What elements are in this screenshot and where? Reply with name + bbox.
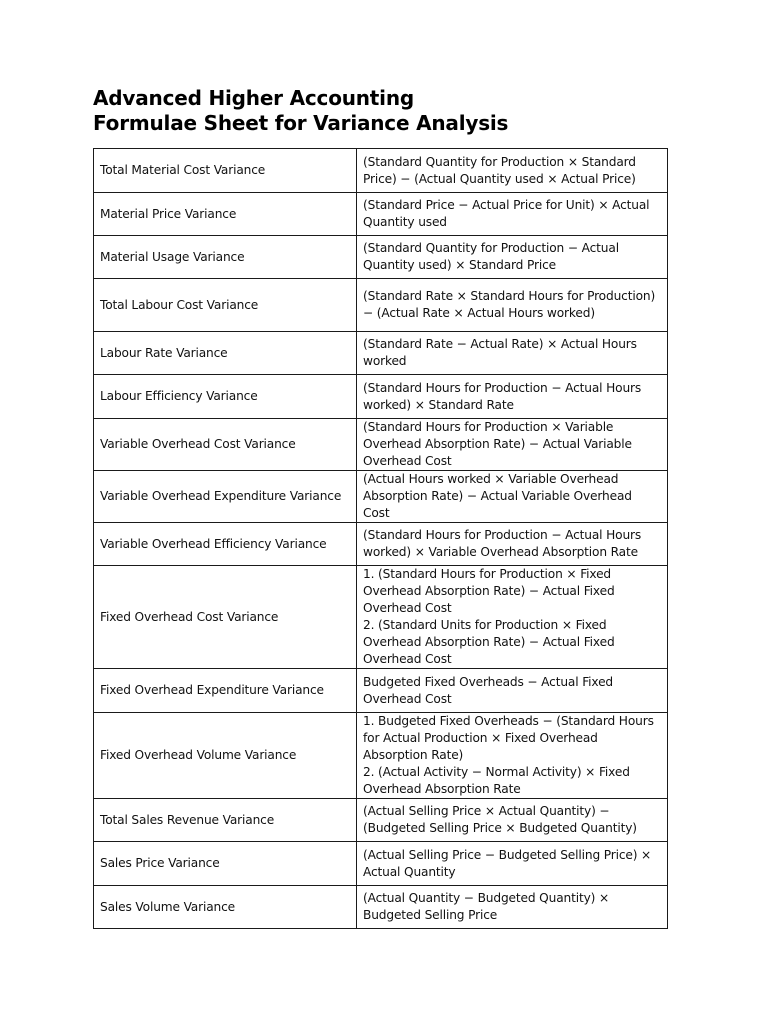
table-row bbox=[94, 471, 668, 523]
formula-cell: (Actual Quantity − Budgeted Quantity) × Budgeted Selling Price bbox=[357, 886, 668, 929]
variance-name-cell: Fixed Overhead Volume Variance bbox=[94, 713, 357, 799]
table-row bbox=[94, 523, 668, 566]
table-row bbox=[94, 842, 668, 886]
formula-cell: (Actual Selling Price − Budgeted Selling Price) × Actual Quantity bbox=[357, 842, 668, 886]
formula-cell: (Standard Hours for Production × Variable Overhead Absorption Rate) − Actual Variable Overhead Cost bbox=[357, 419, 668, 471]
variance-name-cell: Variable Overhead Efficiency Variance bbox=[94, 523, 357, 566]
variance-name-cell: Total Material Cost Variance bbox=[94, 149, 357, 193]
formula-cell: (Actual Hours worked × Variable Overhead Absorption Rate) − Actual Variable Overhead Cost bbox=[357, 471, 668, 523]
variance-name-cell: Variable Overhead Cost Variance bbox=[94, 419, 357, 471]
formula-cell: (Standard Hours for Production − Actual Hours worked) × Standard Rate bbox=[357, 375, 668, 419]
table-row bbox=[94, 419, 668, 471]
variance-name-cell: Fixed Overhead Cost Variance bbox=[94, 566, 357, 669]
variance-name-cell: Material Price Variance bbox=[94, 193, 357, 236]
table-row bbox=[94, 886, 668, 929]
formula-cell: (Standard Quantity for Production − Actual Quantity used) × Standard Price bbox=[357, 236, 668, 279]
table-row bbox=[94, 713, 668, 799]
table-row bbox=[94, 566, 668, 669]
table-row bbox=[94, 193, 668, 236]
formula-cell: (Standard Hours for Production − Actual Hours worked) × Variable Overhead Absorption Rate bbox=[357, 523, 668, 566]
table-row bbox=[94, 149, 668, 193]
variance-name-cell: Total Sales Revenue Variance bbox=[94, 799, 357, 842]
variance-name-cell: Material Usage Variance bbox=[94, 236, 357, 279]
variance-name-cell: Labour Rate Variance bbox=[94, 332, 357, 375]
formula-cell: Budgeted Fixed Overheads − Actual Fixed Overhead Cost bbox=[357, 669, 668, 713]
table-row bbox=[94, 375, 668, 419]
variance-name-cell: Labour Efficiency Variance bbox=[94, 375, 357, 419]
variance-name-cell: Fixed Overhead Expenditure Variance bbox=[94, 669, 357, 713]
formula-cell: 1. Budgeted Fixed Overheads − (Standard Hours for Actual Production × Fixed Overhead Absorption Rate) 2. (Actual Activity − Normal Activity) × Fixed Overhead Absorption Rate bbox=[357, 713, 668, 799]
table-row bbox=[94, 236, 668, 279]
variance-name-cell: Sales Volume Variance bbox=[94, 886, 357, 929]
title-line-2: Formulae Sheet for Variance Analysis bbox=[93, 111, 509, 135]
table-row bbox=[94, 669, 668, 713]
table-row bbox=[94, 332, 668, 375]
formula-cell: (Actual Selling Price × Actual Quantity) − (Budgeted Selling Price × Budgeted Quantity) bbox=[357, 799, 668, 842]
variance-formula-table bbox=[93, 148, 668, 929]
formula-cell: (Standard Rate × Standard Hours for Production) − (Actual Rate × Actual Hours worked) bbox=[357, 279, 668, 332]
variance-name-cell: Variable Overhead Expenditure Variance bbox=[94, 471, 357, 523]
title-line-1: Advanced Higher Accounting bbox=[93, 86, 414, 110]
table-row bbox=[94, 279, 668, 332]
variance-name-cell: Total Labour Cost Variance bbox=[94, 279, 357, 332]
formula-cell: (Standard Rate − Actual Rate) × Actual Hours worked bbox=[357, 332, 668, 375]
formula-cell: 1. (Standard Hours for Production × Fixed Overhead Absorption Rate) − Actual Fixed Overhead Cost 2. (Standard Units for Production × Fixed Overhead Absorption Rate) − Actual Fixed Overhead Cost bbox=[357, 566, 668, 669]
formula-cell: (Standard Price − Actual Price for Unit) × Actual Quantity used bbox=[357, 193, 668, 236]
page-title bbox=[93, 86, 668, 136]
formula-cell: (Standard Quantity for Production × Standard Price) − (Actual Quantity used × Actual Price) bbox=[357, 149, 668, 193]
variance-name-cell: Sales Price Variance bbox=[94, 842, 357, 886]
document-page bbox=[93, 86, 668, 922]
table-row bbox=[94, 799, 668, 842]
